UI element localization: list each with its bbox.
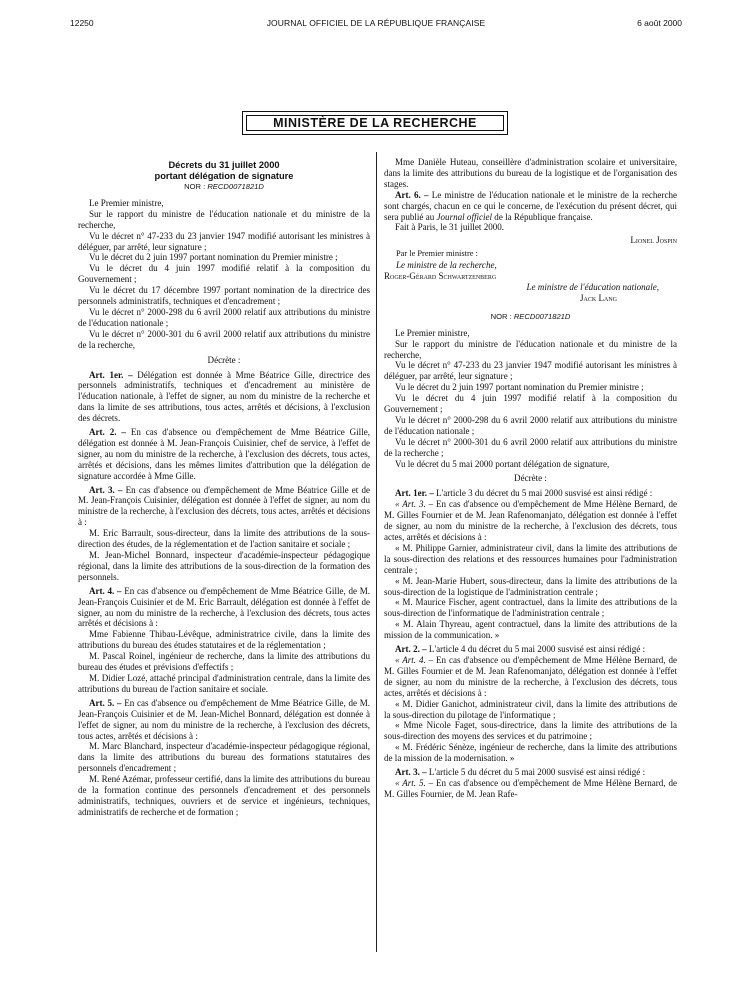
paragraph: Vu le décret n° 2000-301 du 6 avril 2000 relatif aux attributions du ministre de la recherche ; xyxy=(384,436,677,458)
article-label: Art. 2. – xyxy=(395,644,427,655)
paragraph: M. Eric Barrault, sous-directeur, dans la limite des attributions de la sous-direction des études, de la réglementation et de l'action sanitaire et sociale ; xyxy=(78,528,370,550)
article-text: En cas d'absence ou d'empêchement de Mme Béatrice Gille, de M. Jean-François Cuisinier et de M. Jean-Michel Bonnard, délégation est donnée à l'effet de signer, au nom du ministre de la recherche, à l'exclusion des décrets, tous actes, arrêtés et décisions à : xyxy=(78,697,370,741)
paragraph: Vu le décret du 4 juin 1997 modifié relatif à la composition du Gouvernement ; xyxy=(78,263,370,285)
article-label: Art. 1er. – xyxy=(395,488,434,499)
signatory-prime-minister: Lionel Jospin xyxy=(630,235,677,246)
signature-by-line: Par le Premier ministre : xyxy=(396,249,478,259)
paragraph: Vu le décret n° 2000-298 du 6 avril 2000 relatif aux attributions du ministre de l'éducation nationale ; xyxy=(384,414,677,436)
paragraph: « M. Alain Thyreau, agent contractuel, dans la limite des attributions de la mission de la communication. » xyxy=(384,619,677,641)
signatory-education-minister: Jack Lang xyxy=(580,292,617,303)
signatory-research-minister: Roger-Gérard Schwartzenberg xyxy=(384,271,497,282)
article-3 xyxy=(384,767,677,778)
signatory-role-education: Le ministre de l'éducation nationale, xyxy=(526,281,659,292)
quoted-article-3 xyxy=(384,499,677,543)
quoted-article-label: « Art. 3. – xyxy=(395,499,434,510)
paragraph: M. Pascal Roinel, ingénieur de recherche, dans la limite des attributions du bureau des études et prévisions d'effectifs ; xyxy=(78,651,370,673)
article-text: Délégation est donnée à Mme Béatrice Gille, directrice des personnels administratifs, techniques et d'encadrement au ministère de l'éducation nationale, à l'effet de signer, au nom du ministre de la recherche et dans la limite de ses attributions, tous actes, arrêtés et décisions, à l'exclusion des décrets. xyxy=(78,369,371,424)
issue-date: 6 août 2000 xyxy=(637,18,682,28)
left-column xyxy=(78,160,370,818)
paragraph: Sur le rapport du ministre de l'éducation nationale et du ministre de la recherche, xyxy=(384,338,677,360)
quoted-article-label: « Art. 4. – xyxy=(395,654,434,665)
page-number: 12250 xyxy=(70,18,94,28)
article-text: En cas d'absence ou d'empêchement de Mme Béatrice Gille, délégation est donnée à M. Jean-François Cuisinier, chef de service, à l'effet de signer, au nom du ministre de la recherche, à l'exclusion des décrets, tous actes, arrêtés et décisions, dans les mêmes limites d'attribution que la délégation de signature accordée à Mme Gille. xyxy=(78,427,370,481)
paragraph: Vu le décret du 2 juin 1997 portant nomination du Premier ministre ; xyxy=(395,382,644,393)
paragraph: « M. Maurice Fischer, agent contractuel, dans la limite des attributions de la sous-direction de l'informatique de l'administration centrale ; xyxy=(384,597,677,619)
nor-reference xyxy=(78,182,370,193)
article-text: Le ministre de l'éducation nationale et le ministre de la recherche sont chargés, chacun en ce qui le concerne, de l'exécution du présent décret, qui sera publié au xyxy=(384,189,677,222)
article-label: Art. 2. – xyxy=(89,427,126,438)
article-label: Art. 5. – xyxy=(89,697,122,708)
paragraph: Vu le décret du 17 décembre 1997 portant nomination de la directrice des personnels administratifs, techniques et d'encadrement ; xyxy=(78,285,370,307)
article-text: En cas d'absence ou d'empêchement de Mme Béatrice Gille et de M. Jean-François Cuisinier, délégation est donnée à l'effet de signer, au nom du ministre de la recherche, à l'exclusion des décrets, tous actes, arrêtés et décisions à : xyxy=(78,484,370,528)
nor-code: RECD0071821D xyxy=(513,311,571,321)
decree-title-line-1: Décrets du 31 juillet 2000 xyxy=(168,160,280,170)
page-header xyxy=(70,18,682,32)
paragraph: M. Jean-Michel Bonnard, inspecteur d'académie-inspecteur pédagogique régional, dans la limite des attributions de la sous-direction de la formation des personnels. xyxy=(78,550,370,582)
paragraph: Le Premier ministre, xyxy=(395,327,470,338)
column-divider xyxy=(376,152,377,952)
paragraph: Vu le décret n° 2000-298 du 6 avril 2000 relatif aux attributions du ministre de l'éducation nationale ; xyxy=(78,306,370,328)
paragraph: M. René Azémar, professeur certifié, dans la limite des attributions du bureau de la formation continue des personnels d'encadrement et des personnels administratifs, techniques, ouvriers et de service et ingénieurs, techniques, administratifs de recherche et de formation ; xyxy=(78,774,370,817)
article-text: En cas d'absence ou d'empêchement de Mme Hélène Bernard, de M. Gilles Fournier et de M. Jean Rafenomanjato, délégation est donnée à l'effet de signer, au nom du ministre de la recherche, à l'exclusion des décrets, tous actes, arrêtés et décisions à : xyxy=(384,499,677,542)
signatory-role-research: Le ministre de la recherche, xyxy=(396,260,497,271)
article-text: L'article 5 du décret du 5 mai 2000 susvisé est ainsi rédigé : xyxy=(426,767,646,778)
article-label: Art. 3. – xyxy=(89,484,123,495)
decrete-heading: Décrète : xyxy=(207,354,241,365)
quoted-article-5 xyxy=(384,778,677,800)
nor-reference xyxy=(384,312,677,323)
paragraph: Vu le décret n° 2000-301 du 6 avril 2000 relatif aux attributions du ministre de la recherche, xyxy=(78,328,370,350)
article-text: de la République française. xyxy=(492,211,593,222)
paragraph: Vu le décret n° 47-233 du 23 janvier 1947 modifié autorisant les ministres à déléguer, par arrêté, leur signature ; xyxy=(384,360,677,382)
ministry-heading-box xyxy=(242,111,508,135)
article-label: Art. 3. – xyxy=(395,767,427,778)
signed-place-date: Fait à Paris, le 31 juillet 2000. xyxy=(395,222,505,233)
paragraph: Vu le décret du 5 mai 2000 portant délégation de signature, xyxy=(395,458,610,469)
decree-title-line-2: portant délégation de signature xyxy=(154,170,294,181)
article-label: Art. 1er. – xyxy=(89,369,133,380)
quoted-article-4 xyxy=(384,655,677,699)
article-text: En cas d'absence ou d'empêchement de Mme Béatrice Gille, de M. Jean-François Cuisinier et de M. Eric Barrault, délégation est donnée à l'effet de signer, au nom du ministre de la recherche, à l'exclusion des décrets, tous actes arrêtés et décisions à : xyxy=(78,585,370,629)
article-label: Art. 4. – xyxy=(89,585,122,596)
article-4 xyxy=(78,586,370,630)
paragraph: « Mme Nicole Faget, sous-directrice, dans la limite des attributions de la sous-direction des moyens des services et du patrimoine ; xyxy=(384,720,677,742)
article-2 xyxy=(384,644,677,655)
article-text: En cas d'absence ou d'empêchement de Mme Hélène Bernard, de M. Gilles Fournier et de M. Jean Rafenomanjato, délégation est donnée à l'effet de signer, au nom du ministre de la recherche, à l'exclusion des décrets, tous actes, arrêtés et décisions à : xyxy=(384,654,677,698)
article-1 xyxy=(384,488,677,499)
journal-title: JOURNAL OFFICIEL DE LA RÉPUBLIQUE FRANÇAISE xyxy=(266,18,486,28)
paragraph: « M. Frédéric Sénèze, ingénieur de recherche, dans la limite des attributions de la mission de la modernisation. » xyxy=(384,742,677,764)
quoted-article-label: « Art. 5. – xyxy=(395,777,434,788)
decrete-heading: Décrète : xyxy=(514,473,547,484)
paragraph: Vu le décret du 4 juin 1997 modifié relatif à la composition du Gouvernement ; xyxy=(384,393,677,415)
article-2 xyxy=(78,427,370,482)
nor-label: NOR : xyxy=(184,182,206,191)
article-text: L'article 4 du décret du 5 mai 2000 susvisé est ainsi rédigé : xyxy=(426,644,646,655)
article-1 xyxy=(78,370,370,425)
paragraph: Sur le rapport du ministre de l'éducation nationale et du ministre de la recherche, xyxy=(78,208,370,230)
article-3 xyxy=(78,485,370,529)
right-column xyxy=(384,157,677,800)
paragraph: « M. Philippe Garnier, administrateur civil, dans la limite des attributions de la sous-direction des relations et des ressources humaines pour l'administration centrale ; xyxy=(384,542,677,575)
article-label: Art. 6. – xyxy=(395,189,429,200)
paragraph: M. Marc Blanchard, inspecteur d'académie-inspecteur pédagogique régional, dans la limite des attributions du bureau des formations statutaires des personnels d'encadrement ; xyxy=(78,741,370,774)
paragraph: M. Didier Lozé, attaché principal d'administration centrale, dans la limite des attributions du bureau de l'action sanitaire et sociale. xyxy=(78,672,370,694)
article-text: L'article 3 du décret du 5 mai 2000 susvisé est ainsi rédigé : xyxy=(433,488,653,499)
nor-label: NOR : xyxy=(490,311,512,321)
paragraph: Mme Fabienne Thibau-Lévêque, administratrice civile, dans la limite des attributions du bureau des études statutaires et de la réglementation ; xyxy=(78,629,370,651)
article-text: En cas d'absence ou d'empêchement de Mme Hélène Bernard, de M. Gilles Fournier, de M. Jean Rafe- xyxy=(384,777,677,799)
paragraph: Vu le décret du 2 juin 1997 portant nomination du Premier ministre ; xyxy=(89,252,338,263)
paragraph: « M. Jean-Marie Hubert, sous-directeur, dans la limite des attributions de la sous-direction de la logistique de l'administration centrale ; xyxy=(384,575,677,597)
journal-reference: Journal officiel xyxy=(436,211,493,222)
paragraph: Mme Danièle Huteau, conseillère d'administration scolaire et universitaire, dans la limite des attributions du bureau de la logistique et de l'organisation des stages. xyxy=(384,157,677,189)
article-6 xyxy=(384,190,677,223)
paragraph: Vu le décret n° 47-233 du 23 janvier 1947 modifié autorisant les ministres à déléguer, par arrêté, leur signature ; xyxy=(78,230,370,252)
paragraph: « M. Didier Ganichot, administrateur civil, dans la limite des attributions de la sous-direction du pilotage de l'informatique ; xyxy=(384,698,677,720)
nor-code: RECD0071821D xyxy=(207,182,264,191)
paragraph: Le Premier ministre, xyxy=(89,197,164,208)
ministry-heading: MINISTÈRE DE LA RECHERCHE xyxy=(246,115,504,131)
article-5 xyxy=(78,698,370,742)
